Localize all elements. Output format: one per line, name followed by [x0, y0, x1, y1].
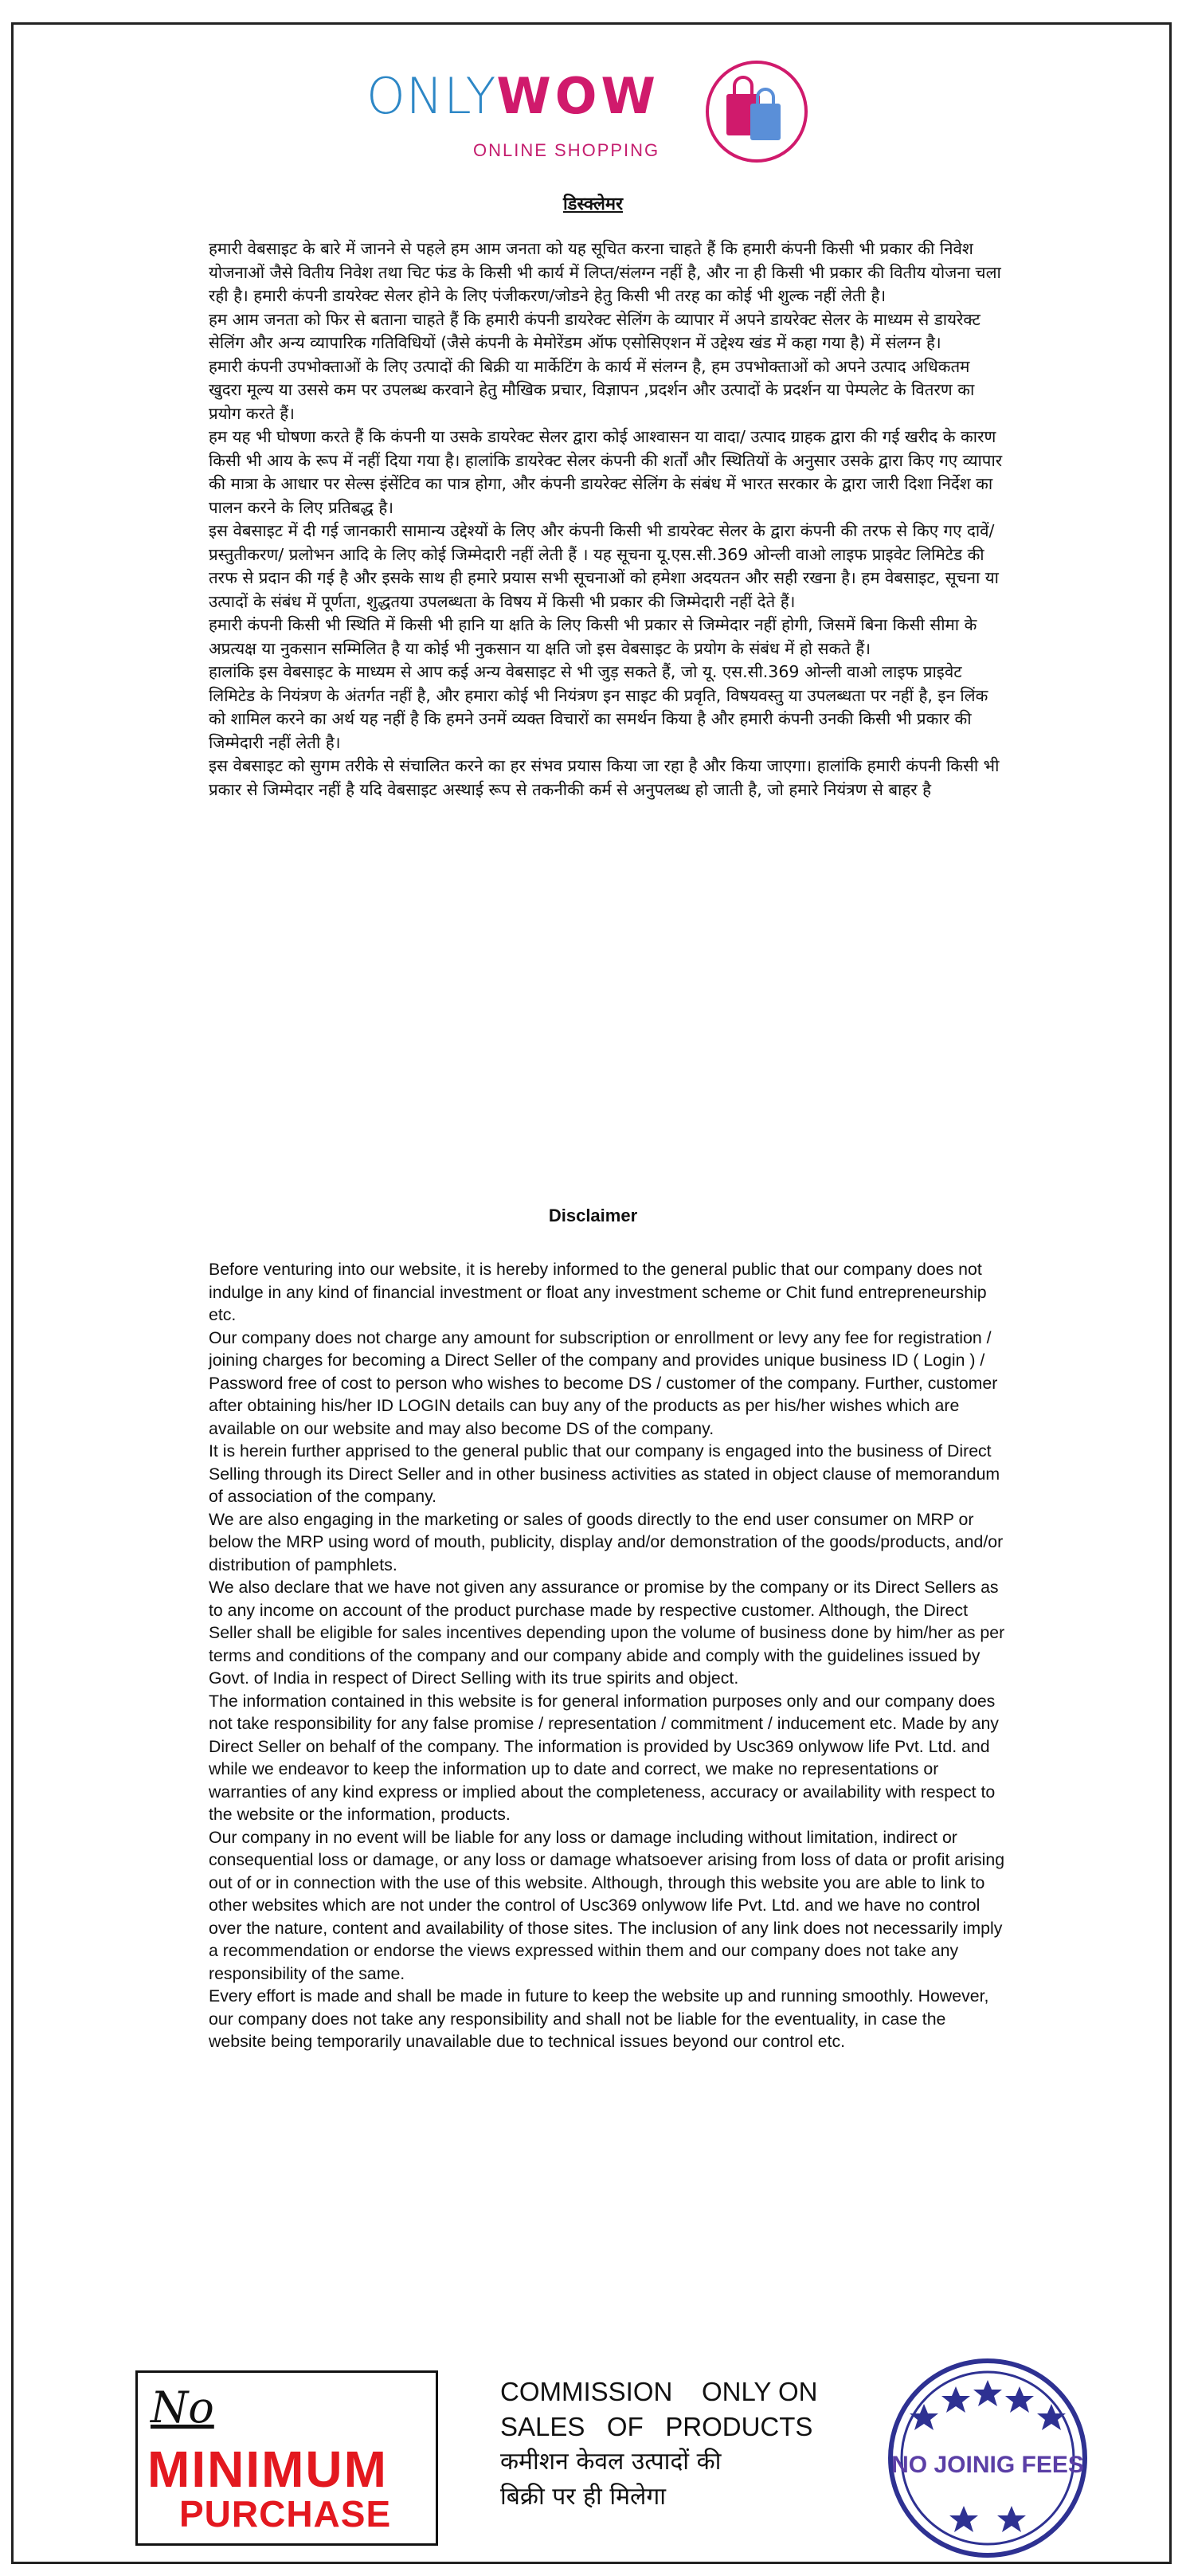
hindi-disclaimer-body [209, 237, 1005, 802]
logo-subtitle: ONLINE SHOPPING [473, 140, 660, 160]
hindi-paragraph: हम आम जनता को फिर से बताना चाहते हैं कि हमारी कंपनी डायरेक्ट सेलिंग के व्यापार में अपने डायरेक्ट सेलर के माध्यम से डायरेक्ट सेलिंग और अन्य व्यापारिक गतिविधियों (जैसे कंपनी के मेमोरेंडम ऑफ एसोसिएशन में उद्देश्य खंड में कहा गया है) में संलग्न है। [209, 309, 981, 352]
english-paragraph: The information contained in this website is for general information purposes only and our company does not take responsibility for any false promise / representation / commitment / inducement etc. Made by any Direct Seller on behalf of the company. The information is provided by Usc369 onlywow life Pvt. Ltd. and while we endeavor to keep the information up to date and correct, we make no representations or warranties of any kind express or implied about the completeness, accuracy or availability with respect to the website or the information, products. [209, 1691, 999, 1824]
no-minimum-purchase-badge [135, 2370, 438, 2546]
english-paragraph: Our company does not charge any amount for subscription or enrollment or levy any fee for registration / joining charges for becoming a Direct Seller of the company and provides unique business ID ( Login ) / Password free of cost to person who wishes to become DS / customer of the company. Further, customer after obtaining his/her ID LOGIN details can buy any of the products as per his/her wishes which are available on our website and may also become DS of the company. [209, 1327, 998, 1438]
english-paragraph: Our company in no event will be liable for any loss or damage including without limitation, indirect or consequential loss or damage, or any loss or damage whatsoever arising from loss of data or profit arising out of or in connection with the use of this website. Although, through this website you are able to link to other websites which are not under the control of Usc369 onlywow life Pvt. Ltd. and we have no control over the nature, content and availability of those sites. The inclusion of any link does not necessarily imply a recommendation or endorse the views expressed within them and our company does not take any responsibility of the same. [209, 1827, 1005, 1983]
commission-en-line-2: SALES OF PRODUCTS [500, 2412, 813, 2441]
badge-minimum-text: MINIMUM [147, 2441, 388, 2498]
hindi-paragraph: इस वेबसाइट में दी गई जानकारी सामान्य उद्देश्यों के लिए और कंपनी किसी भी डायरेक्ट सेलर के द्वारा कंपनी की तरफ से किए गए दावें/ प्रस्तुतीकरण/ प्रलोभन आदि के लिए कोई जिम्मेदारी नहीं लेती हैं । यह सूचना यू.एस.सी.369 ओन्ली वाओ लाइफ प्राइवेट लिमिटेड की तरफ से प्रदान की गई है और इसके साथ ही हमारे प्रयास सभी सूचनाओं को हमेशा अदयतन और सही रखना है। हम वेबसाइट, सूचना या उत्पादों के संबंध में पूर्णता, शुद्धतया उपलब्धता के विषय में किसी भी प्रकार की जिम्मेदारी नहीं देते हैं। [209, 521, 999, 611]
english-disclaimer-title: Disclaimer [548, 1206, 638, 1225]
english-paragraph: It is herein further apprised to the general public that our company is engaged into the business of Direct Selling through its Direct Seller and in other business activities as stated in object clause of memorandum of association of the company. [209, 1441, 1000, 1506]
english-paragraph: We also declare that we have not given any assurance or promise by the company or its Direct Sellers as to any income on account of the product purchase made by respective customer. Although, the Direct Seller shall be eligible for sales incentives depending upon the volume of business done by him/her as per terms and conditions of the company and our company abide and comply with the guidelines issued by Govt. of India in respect of Direct Selling with its true spirits and object. [209, 1578, 1005, 1688]
hindi-paragraph: इस वेबसाइट को सुगम तरीके से संचालित करने का हर संभव प्रयास किया जा रहा है और किया जाएगा। हालांकि हमारी कंपनी किसी भी प्रकार से जिम्मेदार नहीं है यदि वेबसाइट अस्थाई रूप से तकनीकी कर्म से अनुपलब्ध हो जाती है, जो हमारे नियंत्रण से बाहर है [209, 756, 1000, 799]
hindi-disclaimer-title: डिस्क्लेमर [562, 194, 624, 214]
english-disclaimer-body [209, 1258, 1005, 2053]
logo-only-text: ONLY [366, 67, 497, 125]
hindi-paragraph: हमारी कंपनी किसी भी स्थिति में किसी भी हानि या क्षति के लिए किसी भी प्रकार से जिम्मेदार नहीं होगी, जिसमें बिना किसी सीमा के अप्रत्यक्ष या नुकसान सम्मिलित है या कोई भी नुकसान या क्षति जो इस वेबसाइट के प्रयोग के संबंध में हो सकते हैं। [209, 615, 977, 658]
stamp-text: NO JOINIG FEES [891, 2452, 1084, 2478]
commission-note [500, 2374, 819, 2515]
english-paragraph: Every effort is made and shall be made in future to keep the website up and running smoothly. However, our company does not take any responsibility and shall not be liable for the eventuality, in case the website being temporarily unavailable due to technical issues beyond our control etc. [209, 1986, 989, 2051]
brand-logo [358, 48, 836, 175]
hindi-paragraph: हम यह भी घोषणा करते हैं कि कंपनी या उसके डायरेक्ट सेलर द्वारा कोई आश्वासन या वादा/ उत्पाद ग्राहक द्वारा की गई खरीद के कारण किसी भी आय के रूप में नहीं दिया गया है। हालांकि डायरेक्ट सेलर कंपनी की शर्तों और स्थितियों के अनुसार उसके द्वारा किए गए व्यापार की मात्रा के आधार पर सेल्स इंसेंटिव का पात्र होगा, और कंपनी डायरेक्ट सेलिंग के संबंध में भारत सरकार के द्वारा जारी दिशा निर्देश का पालन करने के लिए प्रतिबद्ध है। [209, 427, 1003, 517]
english-paragraph: We are also engaging in the marketing or sales of goods directly to the end user consumer on MRP or below the MRP using word of mouth, publicity, display and/or demonstration of the goods/products, and/or distribution of pamphlets. [209, 1509, 1004, 1574]
commission-en-line-1: COMMISSION ONLY ON [500, 2377, 818, 2406]
hindi-paragraph: हालांकि इस वेबसाइट के माध्यम से आप कई अन्य वेबसाइट से भी जुड़ सकते हैं, जो यू. एस.सी.369 ओन्ली वाओ लाइफ प्राइवेट लिमिटेड के नियंत्रण के अंतर्गत नहीं है, और हमारा कोई भी नियंत्रण इन साइट की प्रवृति, विषयवस्तु या उपलब्धता पर नहीं है, इन लिंक को शामिल करने का अर्थ यह नहीं है कि हमने उनमें व्यक्त विचारों का समर्थन किया है और हमारी कंपनी उनकी किसी भी प्रकार की जिम्मेदारी नहीं लेती है। [209, 662, 988, 752]
hindi-paragraph: हमारी कंपनी उपभोक्ताओं के लिए उत्पादों की बिक्री या मार्केटिंग के कार्य में संलग्न है, हम उपभोक्ताओं को अपने उत्पाद अधिकतम खुदरा मूल्य या उससे कम पर उपलब्ध करवाने हेतु मौखिक प्रचार, विज्ञापन ,प्रदर्शन और उत्पादों के प्रदर्शन या पेम्पलेट के वितरण का प्रयोग करते हैं। [209, 356, 975, 423]
commission-hi-line-2: बिक्री पर ही मिलेगा [500, 2483, 667, 2511]
badge-purchase-text: PURCHASE [179, 2493, 392, 2535]
shopping-bag-icon [701, 56, 812, 167]
logo-wow-text: WOW [496, 67, 660, 125]
english-paragraph: Before venturing into our website, it is hereby informed to the general public that our company does not indulge in any kind of financial investment or float any investment scheme or Chit fund entrepreneurship etc. [209, 1260, 987, 1324]
hindi-paragraph: हमारी वेबसाइट के बारे में जानने से पहले हम आम जनता को यह सूचित करना चाहते हैं कि हमारी कंपनी किसी भी प्रकार की निवेश योजनाओं जैसे वितीय निवेश तथा चिट फंड के किसी भी कार्य में लिप्त/संलग्न नहीं है, और ना ही किसी भी प्रकार की वितीय योजना चला रही है। हमारी कंपनी डायरेक्ट सेलर होने के लिए पंजीकरण/जोडने हेतु किसी भी तरह का कोई भी शुल्क नहीं लेती है। [209, 239, 1001, 305]
no-joining-fees-stamp [876, 2354, 1099, 2562]
commission-hi-line-1: कमीशन केवल उत्पादों की [500, 2448, 722, 2476]
badge-no-text: No [151, 2382, 214, 2433]
